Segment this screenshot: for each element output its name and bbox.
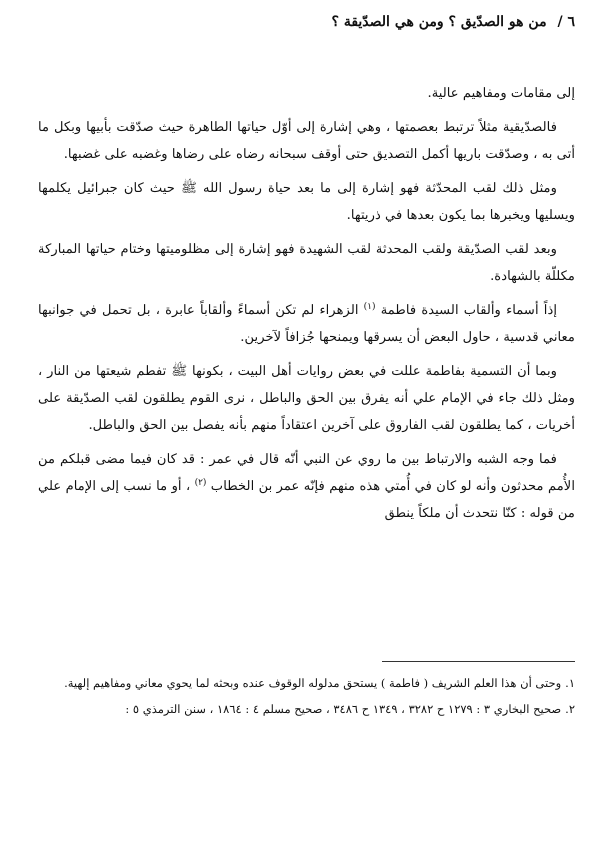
paragraph: ومثل ذلك لقب المحدّثة فهو إشارة إلى ما بعد حياة رسول الله ﷺ حيث كان جبرائيل يكلمها ويسليها ويخبرها بما يكون بعدها في ذريتها. [38, 181, 575, 223]
footnote-item [38, 672, 575, 694]
footnote-reference[interactable]: (١) [363, 302, 376, 312]
paragraph-text: ، أو ما نسب إلى الإمام علي من قوله : كنّا نتحدث أن ملكاً ينطق [38, 479, 575, 521]
page-number: ٦ / [557, 14, 575, 30]
footnote-divider [382, 661, 575, 662]
footnote-item [38, 698, 575, 720]
paragraph-text: إذاً أسماء وألقاب السيدة فاطمة [380, 303, 557, 318]
footnote-number: ٢. [565, 702, 575, 716]
paragraph: وبما أن التسمية بفاطمة عللت في بعض روايات أهل البيت ، بكونها ﷺ تفطم شيعتها من النار ، ومثل ذلك جاء في الإمام علي أنه يفرق بين الحق والباطل ، نرى القوم يطلقون لقب الصدّيقة على أخريات ، كما يطلقون لقب الفاروق على آخرين اعتقاداً منهم بأنه يفصل بين الحق والباطل. [38, 364, 575, 433]
paragraph [38, 446, 575, 527]
paragraph [38, 297, 575, 351]
paragraph-text: الزهراء لم تكن أسماءً وألقاباً عابرة ، بل تحمل في جوانبها معاني قدسية ، حاول البعض أن يسرقها ويمنحها جُزافاً لآخرين. [38, 303, 575, 345]
chapter-title: من هو الصدّيق ؟ ومن هي الصدّيقة ؟ [331, 14, 547, 30]
paragraph: فالصدّيقية مثلاً ترتبط بعصمتها ، وهي إشارة إلى أوّل حياتها الطاهرة حيث صدّقت بأبيها وبكل ما أتى به ، وصدّقت باريها أكمل التصديق حتى أوقف سبحانه رضاه على رضاها وغضبه على غضبها. [38, 120, 575, 162]
paragraph: وبعد لقب الصدّيقة ولقب المحدثة لقب الشهيدة فهو إشارة إلى مظلوميتها وختام حياتها المباركة مكللّة بالشهادة. [38, 242, 575, 284]
footnote-text: صحيح البخاري ٣ : ١٢٧٩ ح ٣٢٨٢ ، ١٣٤٩ ح ٣٤٨٦ ، صحيح مسلم ٤ : ١٨٦٤ ، سنن الترمذي ٥ : [125, 702, 562, 716]
footnote-reference[interactable]: (٢) [194, 478, 207, 488]
running-header [38, 14, 575, 30]
footnote-text: وحتى أن هذا العلم الشريف ( فاطمة ) يستحق مدلوله الوقوف عنده وبحثه لما يحوي معاني ومفاهيم إلهية. [64, 676, 562, 690]
body-text [38, 80, 575, 534]
footnote-number: ١. [565, 676, 575, 690]
paragraph: إلى مقامات ومفاهيم عالية. [427, 86, 575, 101]
paragraph-text: فما وجه الشبه والارتباط بين ما روي عن النبي أنّه قال في عمر : قد كان فيما مضى قبلكم من الأُمم محدثون وأنه لو كان في أُمتي هذه منهم فإنّه عمر بن الخطاب [38, 452, 575, 494]
footnotes [38, 672, 575, 724]
